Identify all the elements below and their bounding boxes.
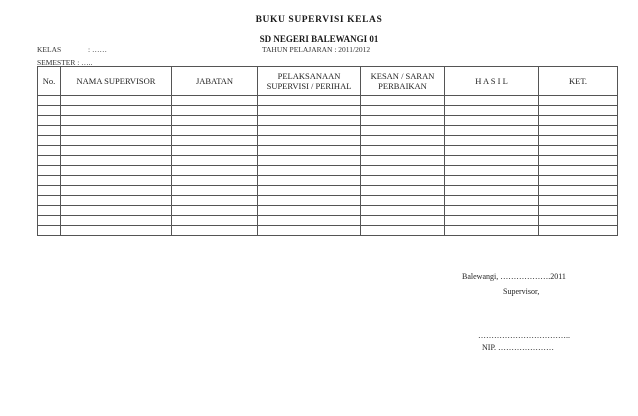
school-name: SD NEGERI BALEWANGI 01 xyxy=(259,34,379,44)
table-cell xyxy=(61,166,172,176)
table-cell xyxy=(361,216,445,226)
table-cell xyxy=(361,96,445,106)
table-cell xyxy=(38,136,61,146)
table-cell xyxy=(258,196,361,206)
table-cell xyxy=(61,186,172,196)
table-cell xyxy=(539,96,618,106)
table-cell xyxy=(172,146,258,156)
table-body xyxy=(38,96,618,236)
table-cell xyxy=(258,96,361,106)
table-cell xyxy=(172,176,258,186)
table-cell xyxy=(445,116,539,126)
table-cell xyxy=(539,106,618,116)
table-cell xyxy=(445,176,539,186)
table-cell xyxy=(38,116,61,126)
table-cell xyxy=(445,196,539,206)
table-row xyxy=(38,116,618,126)
table-cell xyxy=(258,136,361,146)
table-cell xyxy=(38,96,61,106)
table-cell xyxy=(539,216,618,226)
table-cell xyxy=(38,146,61,156)
table-cell xyxy=(61,156,172,166)
table-row xyxy=(38,196,618,206)
table-cell xyxy=(445,126,539,136)
table-cell xyxy=(258,116,361,126)
table-row xyxy=(38,166,618,176)
table-row xyxy=(38,176,618,186)
nip-line: NIP. ………………… xyxy=(482,343,555,352)
table-cell xyxy=(445,106,539,116)
table-cell xyxy=(361,166,445,176)
table-cell xyxy=(61,136,172,146)
table-row xyxy=(38,96,618,106)
table-cell xyxy=(258,156,361,166)
table-cell xyxy=(258,176,361,186)
table-cell xyxy=(258,146,361,156)
table-cell xyxy=(172,166,258,176)
table-cell xyxy=(258,186,361,196)
kelas-label: KELAS xyxy=(37,45,62,54)
table-cell xyxy=(172,126,258,136)
col-header-hasil: H A S I L xyxy=(445,67,539,96)
table-cell xyxy=(172,186,258,196)
table-cell xyxy=(61,206,172,216)
table-cell xyxy=(361,176,445,186)
table-cell xyxy=(61,106,172,116)
table-cell xyxy=(539,116,618,126)
table-row xyxy=(38,206,618,216)
table-cell xyxy=(539,206,618,216)
table-cell xyxy=(361,136,445,146)
table-cell xyxy=(38,156,61,166)
table-cell xyxy=(361,186,445,196)
table-row xyxy=(38,106,618,116)
table-row xyxy=(38,226,618,236)
supervision-table xyxy=(37,66,618,236)
col-header-kesan-saran: KESAN / SARAN PERBAIKAN xyxy=(361,67,445,96)
table-cell xyxy=(361,206,445,216)
table-cell xyxy=(258,206,361,216)
table-cell xyxy=(445,216,539,226)
table-row xyxy=(38,136,618,146)
signature-name-line: …………………………….. xyxy=(478,331,570,340)
supervisor-role: Supervisor, xyxy=(503,287,540,296)
table-cell xyxy=(38,166,61,176)
table-cell xyxy=(61,176,172,186)
table-cell xyxy=(61,146,172,156)
table-cell xyxy=(445,96,539,106)
table-cell xyxy=(61,196,172,206)
document-title: BUKU SUPERVISI KELAS xyxy=(255,15,383,25)
col-header-no: No. xyxy=(38,67,61,96)
table-row xyxy=(38,146,618,156)
table-cell xyxy=(445,156,539,166)
table-cell xyxy=(258,216,361,226)
table-cell xyxy=(539,146,618,156)
table-cell xyxy=(38,176,61,186)
table-cell xyxy=(445,186,539,196)
table-row xyxy=(38,216,618,226)
table-cell xyxy=(61,96,172,106)
academic-year: TAHUN PELAJARAN : 2011/2012 xyxy=(262,45,371,54)
table-cell xyxy=(539,186,618,196)
table-cell xyxy=(539,196,618,206)
table-cell xyxy=(61,226,172,236)
table-cell xyxy=(61,126,172,136)
col-header-pelaksanaan: PELAKSANAAN SUPERVISI / PERIHAL xyxy=(258,67,361,96)
table-cell xyxy=(38,226,61,236)
table-cell xyxy=(361,196,445,206)
col-header-jabatan: JABATAN xyxy=(172,67,258,96)
table-cell xyxy=(38,106,61,116)
table-row xyxy=(38,156,618,166)
table-cell xyxy=(38,206,61,216)
col-header-ket: KET. xyxy=(539,67,618,96)
semester-label: SEMESTER : ….. xyxy=(37,58,93,67)
table-cell xyxy=(172,156,258,166)
table-cell xyxy=(172,136,258,146)
table-cell xyxy=(539,166,618,176)
table-cell xyxy=(61,216,172,226)
table-cell xyxy=(38,216,61,226)
table-cell xyxy=(361,126,445,136)
table-cell xyxy=(445,166,539,176)
table-cell xyxy=(539,126,618,136)
table-cell xyxy=(361,106,445,116)
table-cell xyxy=(61,116,172,126)
table-cell xyxy=(38,196,61,206)
table-cell xyxy=(445,206,539,216)
table-cell xyxy=(172,116,258,126)
place-date: Balewangi, ……………….2011 xyxy=(462,272,566,281)
table-cell xyxy=(445,136,539,146)
table-cell xyxy=(172,106,258,116)
table-cell xyxy=(172,216,258,226)
table-cell xyxy=(361,146,445,156)
table-header-row xyxy=(38,67,618,96)
table-row xyxy=(38,126,618,136)
table-cell xyxy=(539,226,618,236)
table-cell xyxy=(172,206,258,216)
kelas-value: : …… xyxy=(88,45,107,54)
table-cell xyxy=(172,96,258,106)
table-cell xyxy=(172,226,258,236)
table-cell xyxy=(258,226,361,236)
table-cell xyxy=(258,166,361,176)
table-cell xyxy=(539,136,618,146)
table-cell xyxy=(361,116,445,126)
table-cell xyxy=(445,226,539,236)
table-cell xyxy=(445,146,539,156)
col-header-supervisor: NAMA SUPERVISOR xyxy=(61,67,172,96)
table-cell xyxy=(172,196,258,206)
table-cell xyxy=(258,106,361,116)
table-cell xyxy=(539,176,618,186)
table-cell xyxy=(38,126,61,136)
table-cell xyxy=(258,126,361,136)
table-cell xyxy=(539,156,618,166)
table-cell xyxy=(361,156,445,166)
table-cell xyxy=(38,186,61,196)
table-cell xyxy=(361,226,445,236)
table-row xyxy=(38,186,618,196)
